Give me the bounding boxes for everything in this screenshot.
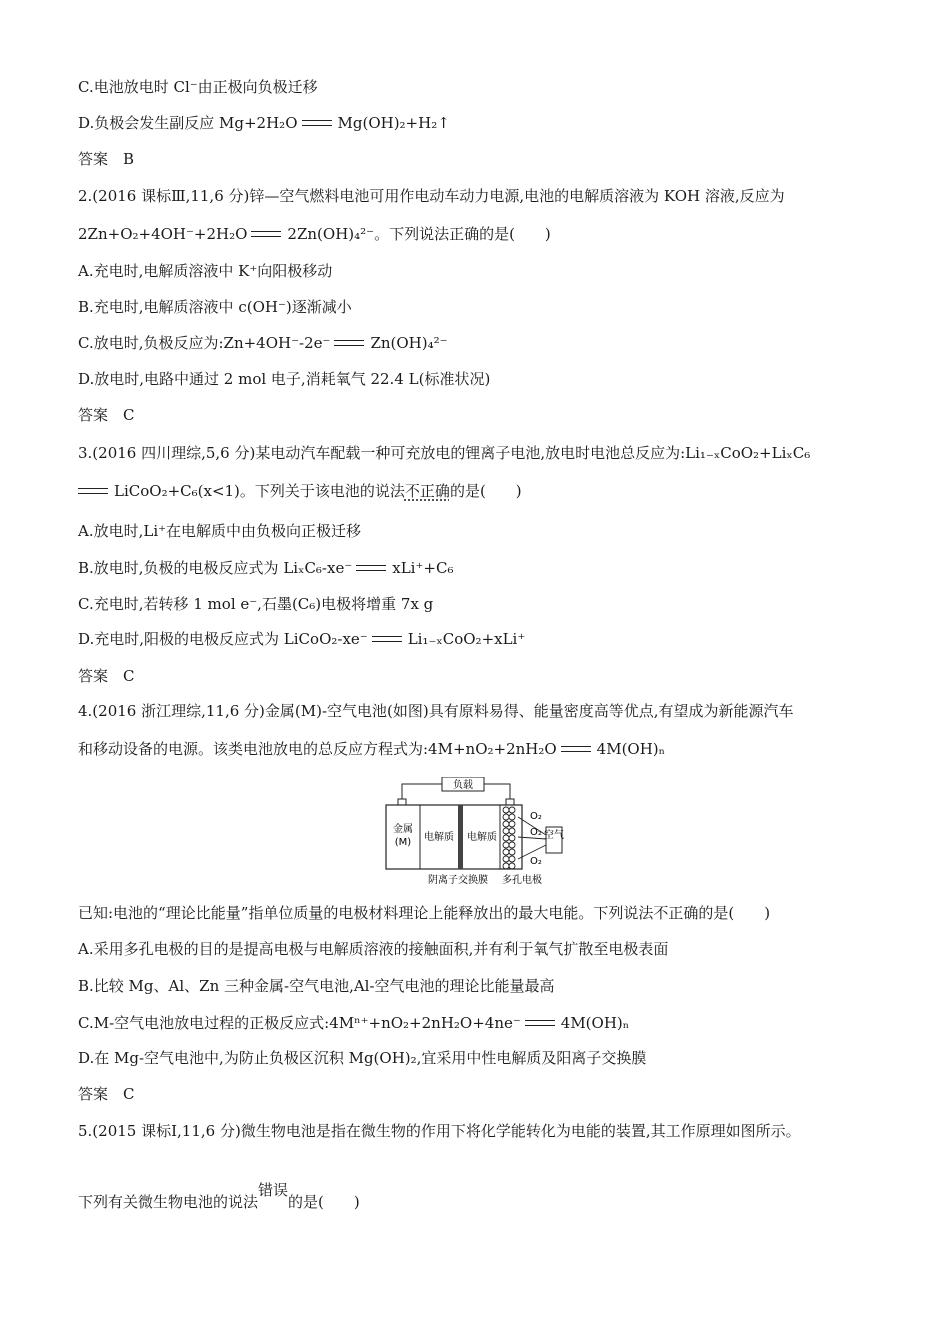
reaction-equals-sign xyxy=(251,231,281,237)
o2-label-bottom: O₂ xyxy=(530,856,542,867)
emphasis-error-text: 错误 xyxy=(258,1181,289,1199)
reaction-equals-sign xyxy=(356,565,386,571)
q1-answer: 答案 B xyxy=(78,150,135,168)
q1-d-rhs: Mg(OH)₂+H₂↑ xyxy=(337,114,450,132)
reaction-equals-sign xyxy=(334,340,364,346)
o2-label-top: O₂ xyxy=(530,811,542,822)
q3-option-c: C.充电时,若转移 1 mol e⁻,石墨(C₆)电极将增重 7x g xyxy=(78,595,434,613)
q2-eq-lhs: 2Zn+O₂+4OH⁻+2H₂O xyxy=(78,225,248,243)
q3-stem-end: 的是( ) xyxy=(449,482,522,500)
reaction-equals-sign xyxy=(525,1020,555,1026)
load-label: 负载 xyxy=(453,780,473,791)
q2-stem-line2 xyxy=(78,223,551,245)
q2-option-c xyxy=(78,332,448,354)
q2-stem-line1: 2.(2016 课标Ⅲ,11,6 分)锌—空气燃料电池可用作电动车动力电源,电池的电解质溶液为 KOH 溶液,反应为 xyxy=(78,187,785,205)
q5-stem-post: 的是( ) xyxy=(288,1193,360,1211)
q2-c-lhs: C.放电时,负极反应为:Zn+4OH⁻-2e⁻ xyxy=(78,334,331,352)
q4-option-b: B.比较 Mg、Al、Zn 三种金属-空气电池,Al-空气电池的理论比能量最高 xyxy=(78,977,555,995)
electrolyte-right-label: 电解质 xyxy=(467,832,497,843)
q3-d-lhs: D.充电时,阳极的电极反应式为 LiCoO₂-xe⁻ xyxy=(78,630,368,648)
reaction-equals-sign xyxy=(561,746,591,752)
q4-stem-line1: 4.(2016 浙江理综,11,6 分)金属(M)-空气电池(如图)具有原料易得、能量密度高等优点,有望成为新能源汽车 xyxy=(78,702,794,720)
metal-symbol-label: (M) xyxy=(394,837,412,848)
q1-d-lhs: D.负极会发生副反应 Mg+2H₂O xyxy=(78,114,298,132)
porous-electrode-label: 多孔电极 xyxy=(502,875,542,886)
reaction-equals-sign xyxy=(302,120,332,126)
q4-eq-rhs: 4M(OH)ₙ xyxy=(596,740,666,758)
q3-stem-line1: 3.(2016 四川理综,5,6 分)某电动汽车配载一种可充放电的锂离子电池,放电时电池总反应为:Li₁₋ₓCoO₂+LiₓC₆ xyxy=(78,444,811,462)
q4-c-rhs: 4M(OH)ₙ xyxy=(560,1014,630,1032)
q4-option-a: A.采用多孔电极的目的是提高电极与电解质溶液的接触面积,并有利于氧气扩散至电极表面 xyxy=(78,940,669,958)
q2-option-a: A.充电时,电解质溶液中 K⁺向阳极移动 xyxy=(78,262,333,280)
q2-eq-rhs: 2Zn(OH)₄²⁻。下列说法正确的是( ) xyxy=(287,225,551,243)
emphasis-error xyxy=(258,1181,289,1213)
q4-option-d: D.在 Mg-空气电池中,为防止负极区沉积 Mg(OH)₂,宜采用中性电解质及阳离子交换膜 xyxy=(78,1049,647,1067)
q3-b-lhs: B.放电时,负极的电极反应式为 LiₓC₆-xe⁻ xyxy=(78,559,353,577)
q4-option-c xyxy=(78,1012,629,1034)
q3-answer: 答案 C xyxy=(78,667,135,685)
emphasis-not-correct: 不正确 xyxy=(404,482,450,500)
q2-option-d: D.放电时,电路中通过 2 mol 电子,消耗氧气 22.4 L(标准状况) xyxy=(78,370,491,388)
q4-stem-line2 xyxy=(78,738,665,760)
q4-eq-lhs: 和移动设备的电源。该类电池放电的总反应方程式为:4M+nO₂+2nH₂O xyxy=(78,740,557,758)
membrane-label: 阴离子交换膜 xyxy=(428,875,488,886)
reaction-equals-sign xyxy=(78,488,108,494)
q5-stem-line2 xyxy=(78,1181,360,1213)
q3-b-rhs: xLi⁺+C₆ xyxy=(392,559,454,577)
electrolyte-left-label: 电解质 xyxy=(424,832,454,843)
q1-option-d xyxy=(78,112,450,134)
q4-answer: 答案 C xyxy=(78,1085,135,1103)
q2-option-b: B.充电时,电解质溶液中 c(OH⁻)逐渐减小 xyxy=(78,298,352,316)
q5-stem-pre: 下列有关微生物电池的说法 xyxy=(78,1193,259,1211)
q4-c-lhs: C.M-空气电池放电过程的正极反应式:4Mⁿ⁺+nO₂+2nH₂O+4ne⁻ xyxy=(78,1014,521,1032)
anion-exchange-membrane xyxy=(458,805,463,869)
q5-stem-line1: 5.(2015 课标Ⅰ,11,6 分)微生物电池是指在微生物的作用下将化学能转化为电能的装置,其工作原理如图所示。 xyxy=(78,1122,801,1140)
q2-c-rhs: Zn(OH)₄²⁻ xyxy=(370,334,448,352)
q3-option-d xyxy=(78,628,525,650)
metal-label: 金属 xyxy=(393,824,413,835)
metal-air-battery-diagram xyxy=(380,777,570,889)
o2-label-mid: O₂ xyxy=(530,827,542,838)
q3-eq-rhs: LiCoO₂+C₆(x<1)。下列关于该电池的说法 xyxy=(114,482,405,500)
q2-answer: 答案 C xyxy=(78,406,135,424)
reaction-equals-sign xyxy=(372,636,402,642)
q4-known-condition: 已知:电池的“理论比能量”指单位质量的电极材料理论上能释放出的最大电能。下列说法不正确的是( ) xyxy=(78,904,771,922)
q3-option-b xyxy=(78,557,453,579)
q3-option-a: A.放电时,Li⁺在电解质中由负极向正极迁移 xyxy=(78,522,362,540)
q1-option-c: C.电池放电时 Cl⁻由正极向负极迁移 xyxy=(78,78,318,96)
q3-d-rhs: Li₁₋ₓCoO₂+xLi⁺ xyxy=(407,630,526,648)
air-label: 空气 xyxy=(544,830,564,841)
q3-stem-line2 xyxy=(78,480,522,502)
